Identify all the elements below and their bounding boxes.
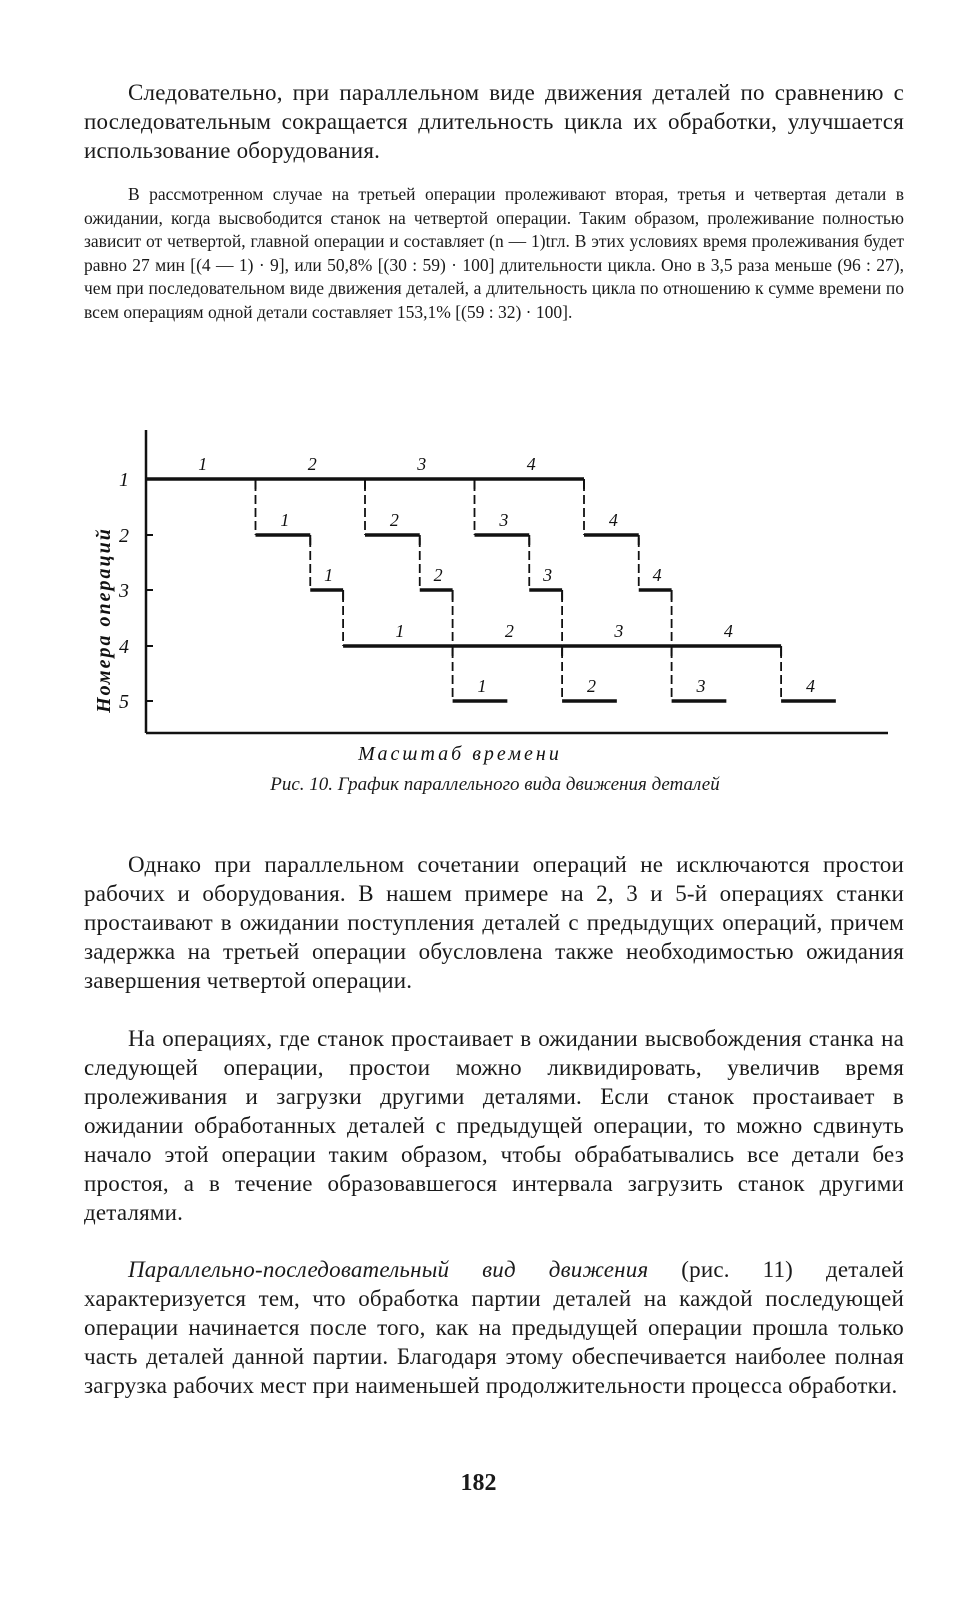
- paragraph-1: Следовательно, при параллельном виде движения деталей по сравнению с последовательным сокращается длительность цикла их обработки, улучшается использование оборудования.: [84, 80, 904, 163]
- part-label: 3: [417, 454, 427, 474]
- page-number: 182: [460, 1470, 497, 1496]
- part-label: 2: [389, 510, 399, 530]
- paragraph-3: Однако при параллельном сочетании операций не исключаются простои рабочих и оборудования. В нашем примере на 2, 3 и 5-й операциях станки простаивают в ожидании поступления деталей с предыдущих операций, причем задержка на третьей операции обусловлена также необходимостью ожидания завершения четвертой операции.: [84, 852, 904, 993]
- operation-label: 1: [119, 469, 129, 491]
- part-label: 1: [198, 454, 208, 474]
- part-label: 4: [805, 676, 815, 696]
- part-label: 1: [477, 676, 487, 696]
- paragraph-4: На операциях, где станок простаивает в ожидании высвобождения станка на следующей операции, простои можно ликвидировать, увеличив время пролеживания и загрузки другими деталями. Если станок простаивает в ожидании обработанных деталей с предыдущей операции, то можно сдвинуть начало этой операции таким образом, чтобы обрабатывались все детали без простоя, а в течение образовавшегося интервала загрузить станок другими деталями.: [84, 1026, 904, 1225]
- part-label: 3: [614, 621, 624, 641]
- part-label: 2: [504, 621, 514, 641]
- paragraph-2-small: В рассмотренном случае на третьей операции пролеживают вторая, третья и четвертая детали в ожидании, когда высвободится станок на четвертой операции. Таким образом, пролеживание полностью зависит от четвертой, главной операции и составляет (n — 1)tгл. В этих условиях время пролеживания будет равно 27 мин [(4 — 1) · 9], или 50,8% [(30 : 59) · 100] длительности цикла. Оно в 3,5 раза меньше (96 : 27), чем при последовательном виде движения деталей, а длительность цикла по отношению к сумме времени по всем операциям одной детали составляет 153,1% [(59 : 32) · 100].: [84, 184, 904, 322]
- part-label: 4: [526, 454, 536, 474]
- part-label: 1: [280, 510, 290, 530]
- operation-label: 4: [119, 636, 129, 658]
- x-axis-title: Масштаб времени: [358, 743, 562, 765]
- italic-term: Параллельно-последовательный вид движения: [128, 1257, 649, 1282]
- part-label: 3: [543, 565, 553, 585]
- part-label: 1: [324, 565, 334, 585]
- part-label: 3: [499, 510, 509, 530]
- y-axis-title: Номера операций: [93, 527, 115, 713]
- paragraph-5-rest: (рис. 11) деталей характеризуется тем, что обработка партии деталей на каждой последующей операции начинается после того, как на предыдущей операции прошла только часть деталей данной партии. Благодаря этому обеспечивается наиболее полная загрузка рабочих мест при наименьшей продолжительности процесса обработки.: [84, 1257, 904, 1398]
- figure-10: [80, 420, 910, 800]
- operation-label: 5: [119, 691, 129, 713]
- part-label: 3: [696, 676, 706, 696]
- part-label: 1: [395, 621, 405, 641]
- operation-label: 3: [119, 580, 129, 602]
- part-label: 4: [608, 510, 618, 530]
- part-label: 4: [652, 565, 662, 585]
- parallel-movement-chart: [80, 420, 910, 770]
- operation-label: 2: [119, 525, 129, 547]
- paragraph-5: [84, 1255, 904, 1400]
- part-label: 2: [586, 676, 596, 696]
- part-label: 4: [723, 621, 733, 641]
- part-label: 2: [307, 454, 317, 474]
- part-label: 2: [433, 565, 443, 585]
- figure-caption: Рис. 10. График параллельного вида движения деталей: [270, 774, 720, 795]
